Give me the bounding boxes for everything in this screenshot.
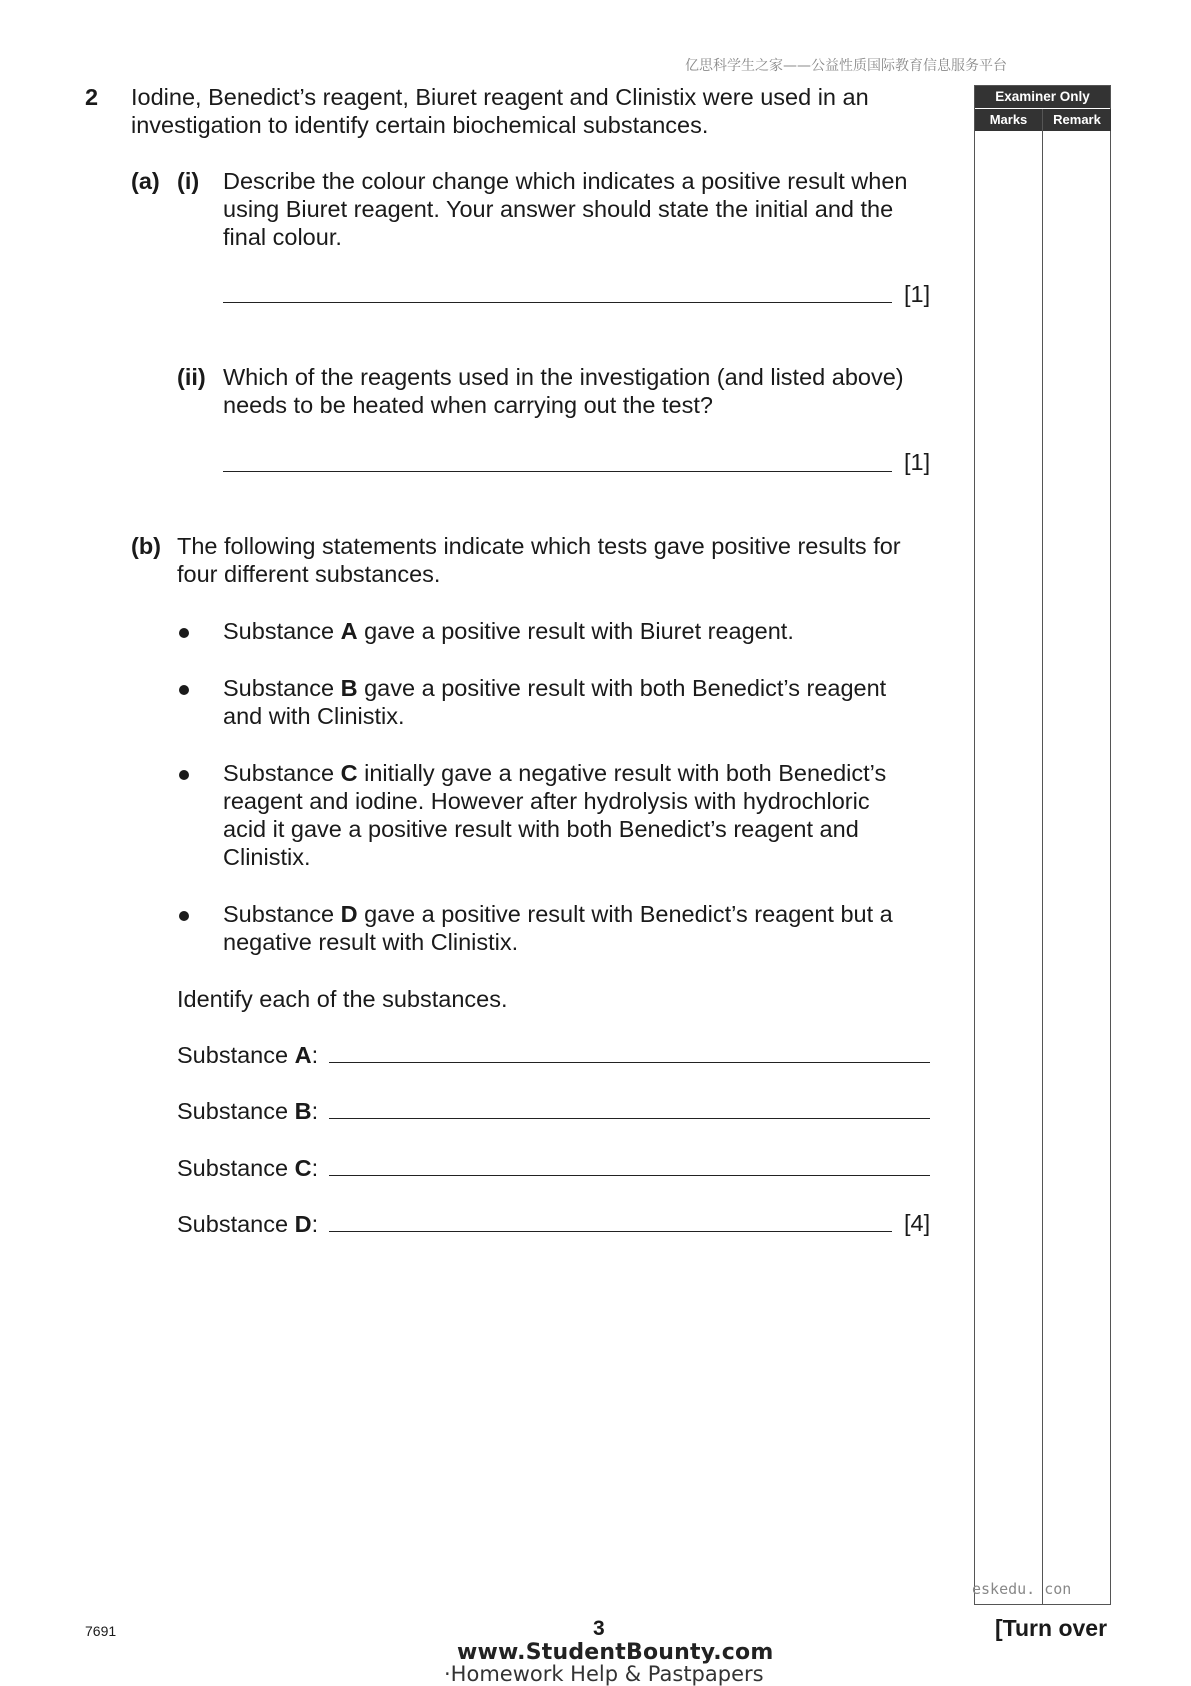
part-a-label: (a)	[131, 168, 160, 194]
part-b-intro-line2: four different substances.	[177, 561, 441, 587]
examiner-only-box	[974, 85, 1111, 1605]
part-a-i-line3: final colour.	[223, 224, 342, 250]
answer-line-substance-a[interactable]	[329, 1062, 930, 1063]
examiner-only-header: Examiner Only	[975, 86, 1110, 108]
answer-label-d: Substance D:	[177, 1211, 319, 1237]
statement-b-line1: Substance B gave a positive result with both Benedict’s reagent	[223, 675, 887, 701]
bullet-icon	[179, 685, 189, 695]
statement-b-line2: and with Clinistix.	[223, 703, 405, 729]
statement-c-line2: reagent and iodine. However after hydrolysis with hydrochloric	[223, 788, 870, 814]
statement-c-line3: acid it gave a positive result with both Benedict’s reagent and	[223, 816, 859, 842]
studentbounty-watermark-line2: ·Homework Help & Pastpapers	[444, 1662, 764, 1686]
statement-c-line1: Substance C initially gave a negative result with both Benedict’s	[223, 760, 887, 786]
question-number: 2	[85, 84, 99, 110]
answer-line-a-ii[interactable]	[223, 471, 892, 472]
question-intro-line2: investigation to identify certain biochemical substances.	[131, 112, 709, 138]
answer-line-substance-c[interactable]	[329, 1175, 930, 1176]
statement-d-line2: negative result with Clinistix.	[223, 929, 519, 955]
bullet-icon	[179, 911, 189, 921]
paper-code: 7691	[85, 1623, 117, 1639]
statement-d-line1: Substance D gave a positive result with Benedict’s reagent but a	[223, 901, 893, 927]
studentbounty-watermark-line1: www.StudentBounty.com	[457, 1640, 774, 1665]
part-a-i-line2: using Biuret reagent. Your answer should state the initial and the	[223, 196, 894, 222]
mark-a-ii: [1]	[904, 449, 931, 475]
answer-line-substance-b[interactable]	[329, 1118, 930, 1119]
bullet-icon	[179, 770, 189, 780]
bullet-icon	[179, 628, 189, 638]
header-note: 亿思科学生之家——公益性质国际教育信息服务平台	[685, 58, 1007, 74]
answer-label-b: Substance B:	[177, 1098, 319, 1124]
identify-instruction: Identify each of the substances.	[177, 986, 508, 1012]
answer-label-a: Substance A:	[177, 1042, 319, 1068]
mark-a-i: [1]	[904, 281, 931, 307]
answer-label-c: Substance C:	[177, 1155, 319, 1181]
part-b-label: (b)	[131, 533, 162, 559]
answer-line-a-i[interactable]	[223, 302, 892, 303]
statement-a-line1: Substance A gave a positive result with Biuret reagent.	[223, 618, 794, 644]
question-intro-line1: Iodine, Benedict’s reagent, Biuret reagent and Clinistix were used in an	[131, 84, 869, 110]
part-a-i-label: (i)	[177, 168, 200, 194]
answer-line-substance-d[interactable]	[329, 1231, 892, 1232]
mark-b: [4]	[904, 1210, 931, 1236]
part-a-ii-line2: needs to be heated when carrying out the test?	[223, 392, 713, 418]
remark-column-header: Remark	[1043, 109, 1111, 131]
part-a-ii-label: (ii)	[177, 364, 206, 390]
statement-c-line4: Clinistix.	[223, 844, 311, 870]
page-number: 3	[593, 1617, 605, 1640]
marks-column-header: Marks	[975, 109, 1042, 131]
part-b-intro-line1: The following statements indicate which tests gave positive results for	[177, 533, 901, 559]
part-a-ii-line1: Which of the reagents used in the investigation (and listed above)	[223, 364, 904, 390]
eskedu-watermark: eskedu. con	[972, 1580, 1072, 1598]
part-a-i-line1: Describe the colour change which indicates a positive result when	[223, 168, 908, 194]
examiner-column-divider	[1042, 109, 1043, 1604]
turn-over: [Turn over	[995, 1615, 1108, 1641]
